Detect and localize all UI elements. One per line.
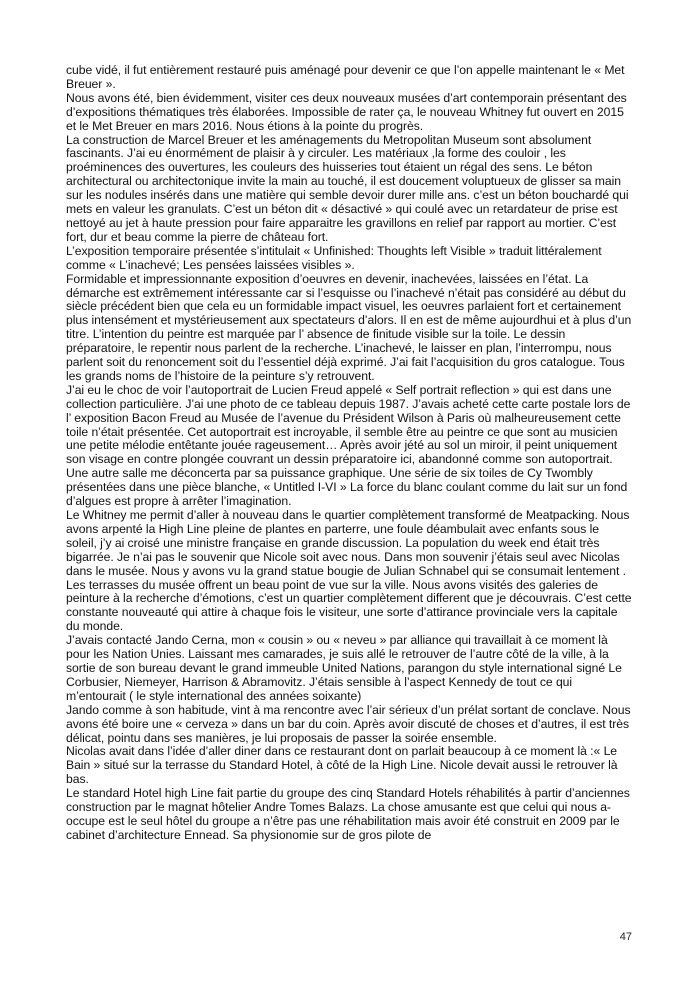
paragraph: Formidable et impressionnante exposition d’oeuvres en devenir, inachevées, laissées en l’état. La démarche est extrêmement intéressante car si l’esquisse ou l’inachevé n’était pas considéré au début du siècle précédent bien que cela eu un formidable impact visuel, les oeuvres parlaient fort et certainement plus intensément et mystérieusement aux spectateurs d’alors. Il en est de même aujourdhui et à plus d’un titre. L’intention du peintre est marquée par l’ absence de finitude visible sur la toile. Le dessin préparatoire, le repentir nous parlent de la recherche. L’inachevé, le laisser en plan, l’interrompu, nous parlent soit du renoncement soit du l’essentiel déjà exprimé. J’ai fait l’acquisition du gros catalogue. Tous les grands noms de l’histoire de la peinture s’y retrouvent.	[66, 271, 632, 383]
paragraph: J’avais contacté Jando Cerna, mon « cousin » ou « neveu » par alliance qui travaillait à ce moment là pour les Nation Unies. Laissant mes camarades, je suis allé le retrouver de l’autre côté de la ville, à la sortie de son bureau devant le grand immeuble United Nations, parangon du style international signé Le Corbusier, Niemeyer, Harrison & Abramovitz. J’étais sensible à l’aspect Kennedy de tout ce qui m’entourait ( le style international des années soixante)	[66, 633, 622, 703]
paragraph: J’ai eu le choc de voir l’autoportrait de Lucien Freud appelé « Self portrait reflection » qui est dans une collection particulière. J’ai une photo de ce tableau depuis 1987. J’avais acheté cette carte postale lors de l’ exposition Bacon Freud au Musée de l’avenue du Président Wilson à Paris où malheureusement cette toile n’était présentée. Cet autoportrait est incroyable, il semble être au peintre ce que sont au musicien une petite mélodie entêtante jouée rageusement… Après avoir jété au sol un miroir, il peint uniquement son visage en contre plongée couvrant un dessin préparatoire ici, abandonné comme son autoportrait. Une autre salle me déconcerta par sa puissance graphique. Une série de six toiles de Cy Twombly présentées dans une pièce blanche, « Untitled I-VI » La force du blanc coulant comme du lait sur un fond d’algues est propre à arrêter l’imagination.	[66, 382, 631, 509]
body-text	[66, 64, 632, 843]
page-number: 47	[619, 931, 632, 943]
paragraph: Nous avons été, bien évidemment, visiter ces deux nouveaux musées d’art contemporain présentant des d’expositions thématiques très élaborées. Impossible de rater ça, le nouveau Whitney fut ouvert en 2015 et le Met Breuer en mars 2016. Nous étions à la pointe du progrès.	[66, 90, 627, 133]
paragraph: Les terrasses du musée offrent un beau point de vue sur la ville. Nous avons visités des galeries de peinture à la recherche d’émotions, c’est un quartier complètement different que je découvrais. C’est cette constante nouveauté qui attire à chaque fois le visiteur, une sorte d’attirance provinciale vers la capitale du monde.	[66, 577, 632, 634]
paragraph: Le Whitney me permit d’aller à nouveau dans le quartier complètement transformé de Meatpacking. Nous avons arpenté la High Line pleine de plantes en parterre, une foule déambulait avec enfants sous le soleil, j’y ai croisé une ministre française en grande discussion. La population du week end était très bigarrée. Je n’ai pas le souvenir que Nicole soit avec nous. Dans mon souvenir j’étais seul avec Nicolas dans le musée. Nous y avons vu la grand statue bougie de Julian Schnabel qui se consumait lentement .	[66, 508, 630, 578]
paragraph: cube vidé, il fut entièrement restauré puis aménagé pour devenir ce que l’on appelle maintenant le « Met Breuer ».	[66, 63, 625, 91]
paragraph: Le standard Hotel high Line fait partie du groupe des cinq Standard Hotels réhabilités à partir d’anciennes construction par le magnat hôtelier Andre Tomes Balazs. La chose amusante est que celui qui nous a-occupe est le seul hôtel du groupe a n’être pas une réhabilitation mais avoir été construit en 2009 par le cabinet d’architecture Ennead. Sa physionomie sur de gros pilote de	[66, 786, 630, 842]
paragraph: L’exposition temporaire présentée s’intitulait « Unfinished: Thoughts left Visible » traduit littéralement comme « L’inachevé; Les pensées laissées visibles ».	[66, 243, 602, 272]
paragraph: La construction de Marcel Breuer et les aménagements du Metropolitan Museum sont absolument fascinants. J’ai eu énormément de plaisir à y circuler. Les matériaux ,la forme des couloir , les proéminences des ouvertures, les couleurs des huisseries tout étaient un régal des sens. Le béton architectural ou architectonique invite la main au touché, il est doucement voluptueux de glisser sa main sur les nodules insérés dans une matière qui semble devoir durer mille ans. c’est un béton bouchardé qui mets en valeur les granulats. C’est un béton dit « désactivé » qui coulé avec un retardateur de prise est nettoyé au jet à haute pression pour faire apparaitre les gravillons en relief par rapport au mortier. C’est fort, dur et beau comme la pierre de château fort.	[66, 132, 629, 244]
paragraph: Jando comme à son habitude, vint à ma rencontre avec l’air sérieux d’un prélat sortant de conclave. Nous avons été boire une « cerveza » dans un bar du coin. Après avoir discuté de choses et d’autres, il est très délicat, pointu dans ses manières, je lui proposais de passer la soirée ensemble.	[66, 702, 631, 745]
paragraph: Nicolas avait dans l’idée d’aller diner dans ce restaurant dont on parlait beaucoup à ce moment là :« Le Bain » situé sur la terrasse du Standard Hotel, à côté de la High Line. Nicole devait aussi le retrouver là bas.	[66, 744, 618, 787]
